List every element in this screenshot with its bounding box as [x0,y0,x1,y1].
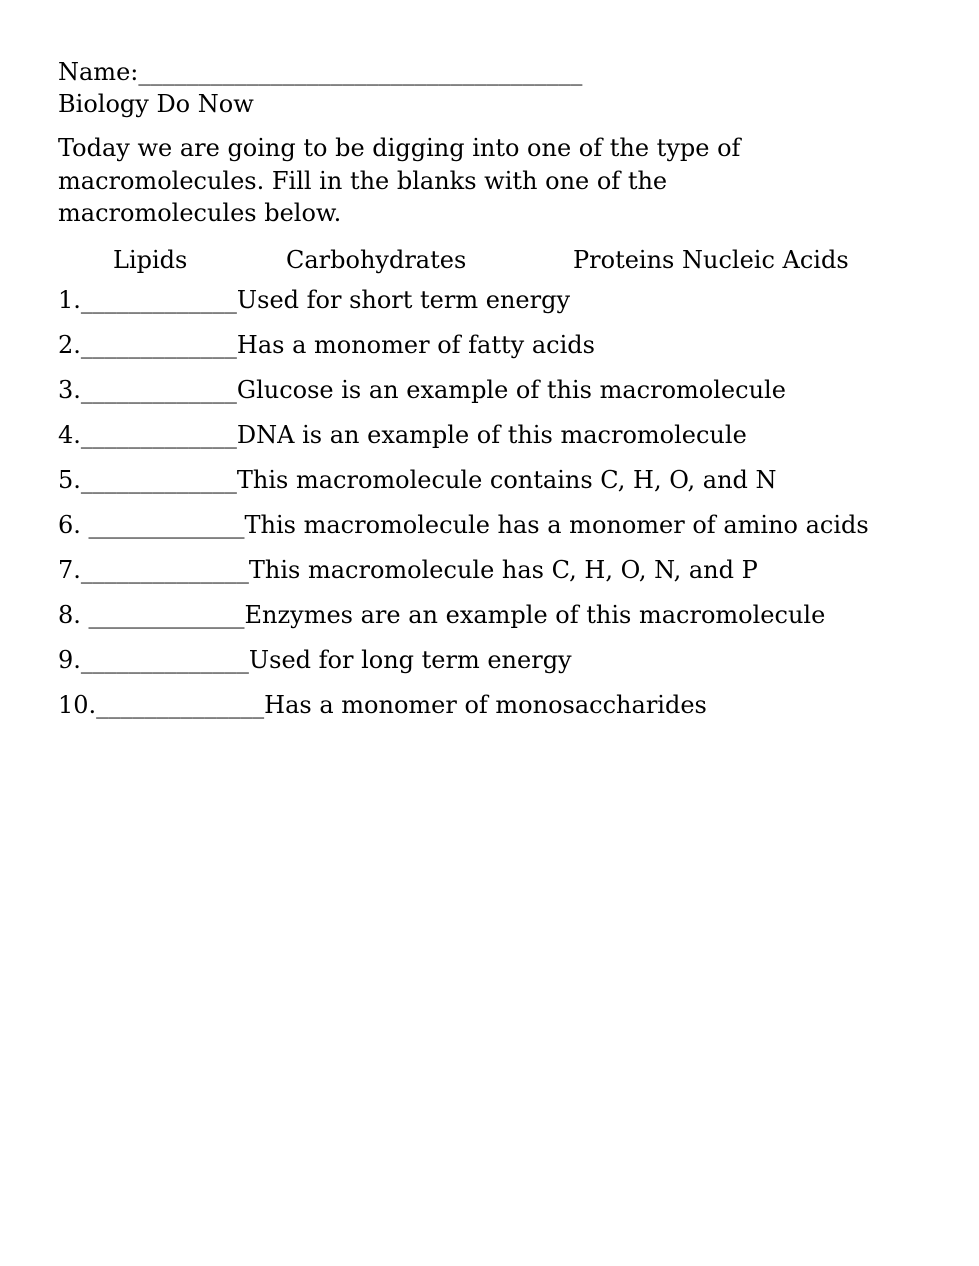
word-bank-option: Proteins Nucleic Acids [573,245,849,274]
worksheet-title: Biology Do Now [58,90,254,118]
worksheet-page [58,56,938,734]
question-item: 3._____________Glucose is an example of this macromolecule [58,375,786,404]
question-item: 6. _____________This macromolecule has a monomer of amino acids [58,510,869,539]
question-item: 2._____________Has a monomer of fatty acids [58,330,595,359]
question-list [58,284,938,721]
question-item: 9.______________Used for long term energy [58,645,572,674]
instructions-paragraph: Today we are going to be digging into one of the type of macromolecules. Fill in the blanks with one of the macromolecules below. [58,134,741,227]
question-item: 1._____________Used for short term energy [58,285,571,314]
question-item: 10.______________Has a monomer of monosaccharides [58,690,707,719]
word-bank-option: Lipids [113,245,188,274]
question-item: 8. _____________Enzymes are an example of this macromolecule [58,600,826,629]
name-line: Name:_____________________________________ [58,58,583,86]
question-item: 5._____________This macromolecule contains C, H, O, and N [58,465,777,494]
word-bank [58,240,938,280]
word-bank-option: Carbohydrates [286,245,467,274]
question-item: 7.______________This macromolecule has C, H, O, N, and P [58,555,758,584]
question-item: 4._____________DNA is an example of this macromolecule [58,420,747,449]
